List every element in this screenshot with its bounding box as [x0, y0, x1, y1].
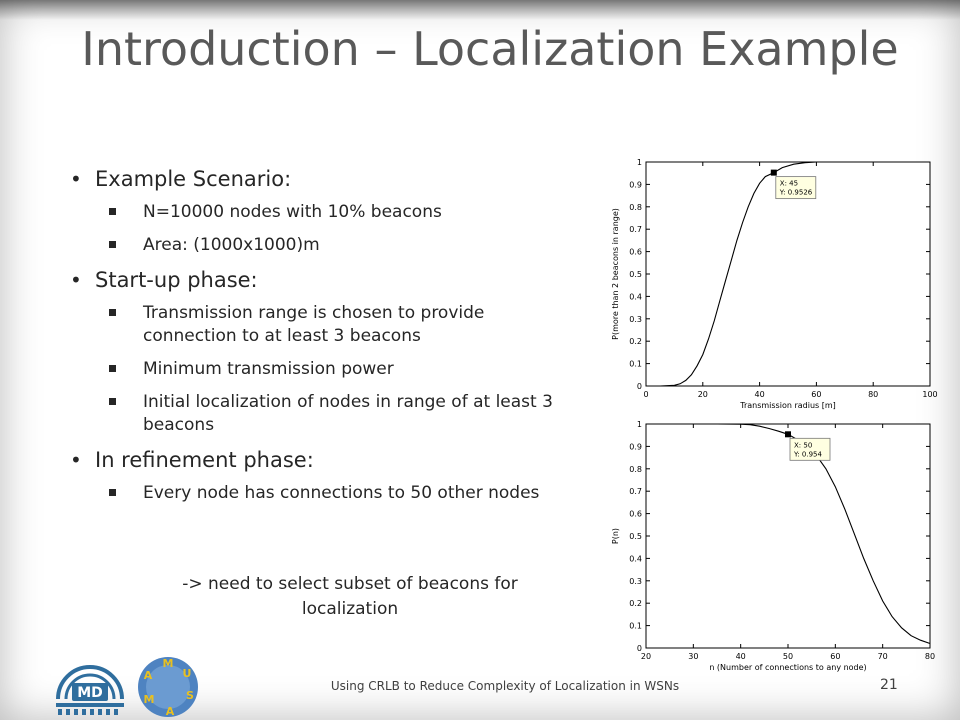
sub-bullet-text: Area: (1000x1000)m	[143, 235, 320, 255]
bullet-dot-icon: •	[70, 448, 82, 472]
x-tick-label: 70	[877, 652, 888, 661]
y-tick-label: 0.4	[629, 554, 642, 564]
y-tick-label: 0.3	[629, 314, 642, 324]
top-shadow-band	[0, 0, 960, 20]
musama-letter: S	[186, 689, 194, 702]
slide-footer: Using CRLB to Reduce Complexity of Localization in WSNs	[330, 679, 680, 693]
datatip-x-label: X: 45	[779, 179, 799, 188]
square-bullet-icon	[109, 489, 116, 496]
musama-letter: M	[143, 693, 155, 706]
x-tick-label: 40	[754, 390, 765, 399]
page-number: 21	[880, 677, 898, 693]
x-tick-label: 80	[924, 652, 936, 661]
y-tick-label: 0	[636, 644, 642, 653]
square-bullet-icon	[109, 208, 116, 215]
datatip-y-label: Y: 0.954	[794, 450, 822, 459]
x-tick-label: 100	[922, 390, 938, 399]
x-axis-label: n (Number of connections to any node)	[709, 663, 867, 672]
sub-bullet-text: Transmission range is chosen to provide connection to at least 3 beacons	[143, 303, 485, 346]
x-tick-label: 60	[811, 390, 822, 399]
datatip-marker	[771, 170, 777, 176]
conclusion-note: -> need to select subset of beacons for localization	[182, 574, 518, 619]
chart-svg	[604, 412, 940, 672]
y-axis-label: P(n)	[611, 527, 620, 545]
sub-bullet-initial-localization	[60, 391, 580, 437]
md-logo-text: MD	[77, 685, 103, 701]
y-tick-label: 0.1	[629, 621, 642, 631]
chart-connections	[604, 412, 940, 672]
y-tick-label: 0.6	[629, 509, 642, 519]
square-bullet-icon	[109, 309, 116, 316]
x-tick-label: 0	[643, 390, 649, 399]
plot-frame	[646, 424, 930, 648]
chart-svg	[604, 150, 940, 410]
musama-letter: U	[182, 667, 192, 680]
y-tick-label: 1	[636, 420, 642, 429]
bullet-dot-icon: •	[70, 167, 82, 191]
sub-bullet-text: N=10000 nodes with 10% beacons	[143, 202, 442, 222]
musama-letter: M	[162, 657, 174, 670]
x-tick-label: 80	[868, 390, 879, 399]
square-bullet-icon	[109, 365, 116, 372]
datatip-y-label: Y: 0.9526	[779, 188, 813, 197]
square-bullet-icon	[109, 398, 116, 405]
sub-bullet-min-power	[60, 358, 580, 381]
md-logo	[52, 655, 128, 721]
bullet-dot-icon: •	[70, 268, 82, 292]
y-tick-label: 0.7	[629, 487, 642, 497]
sub-bullet-text: Initial localization of nodes in range of at least 3 beacons	[143, 392, 553, 435]
y-tick-label: 0.2	[629, 599, 642, 609]
y-tick-label: 0.8	[629, 202, 642, 212]
x-tick-label: 60	[830, 652, 841, 661]
x-tick-label: 50	[782, 652, 794, 661]
sub-bullet-text: Minimum transmission power	[143, 359, 394, 379]
datatip-marker	[785, 431, 791, 437]
bullet-refinement-phase	[60, 447, 580, 473]
x-tick-label: 20	[640, 652, 652, 661]
bullet-startup-phase	[60, 267, 580, 293]
square-bullet-icon	[109, 241, 116, 248]
sub-bullet-nodes	[60, 201, 580, 224]
musama-logo	[136, 655, 200, 723]
musama-letter: A	[165, 705, 175, 718]
sub-bullet-connections	[60, 482, 580, 505]
x-tick-label: 40	[735, 652, 746, 661]
bullet-text: Start-up phase:	[95, 268, 258, 292]
y-tick-label: 0.5	[629, 270, 642, 279]
x-tick-label: 20	[697, 390, 708, 399]
y-tick-label: 0.4	[629, 292, 642, 302]
y-tick-label: 0	[636, 382, 642, 391]
bullet-text: Example Scenario:	[95, 167, 292, 191]
bullet-text: In refinement phase:	[95, 448, 314, 472]
slide-title: Introduction – Localization Example	[81, 22, 899, 76]
datatip-x-label: X: 50	[794, 441, 813, 450]
musama-letter: A	[143, 669, 153, 682]
y-axis-label: P(more than 2 beacons in range)	[611, 208, 620, 340]
sub-bullet-area	[60, 234, 580, 257]
x-axis-label: Transmission radius [m]	[740, 401, 836, 410]
bullet-list	[60, 166, 580, 509]
y-tick-label: 0.5	[629, 532, 642, 541]
sub-bullet-text: Every node has connections to 50 other nodes	[143, 483, 540, 503]
y-tick-label: 0.9	[629, 442, 642, 452]
y-tick-label: 0.3	[629, 576, 642, 586]
y-tick-label: 0.7	[629, 225, 642, 235]
bullet-example-scenario	[60, 166, 580, 192]
y-tick-label: 0.1	[629, 359, 642, 369]
y-tick-label: 1	[636, 158, 642, 167]
y-tick-label: 0.9	[629, 180, 642, 190]
y-tick-label: 0.6	[629, 247, 642, 257]
sub-bullet-transmission-range	[60, 302, 580, 348]
y-tick-label: 0.2	[629, 337, 642, 347]
y-tick-label: 0.8	[629, 464, 642, 474]
x-tick-label: 30	[688, 652, 699, 661]
chart-transmission-radius	[604, 150, 940, 410]
